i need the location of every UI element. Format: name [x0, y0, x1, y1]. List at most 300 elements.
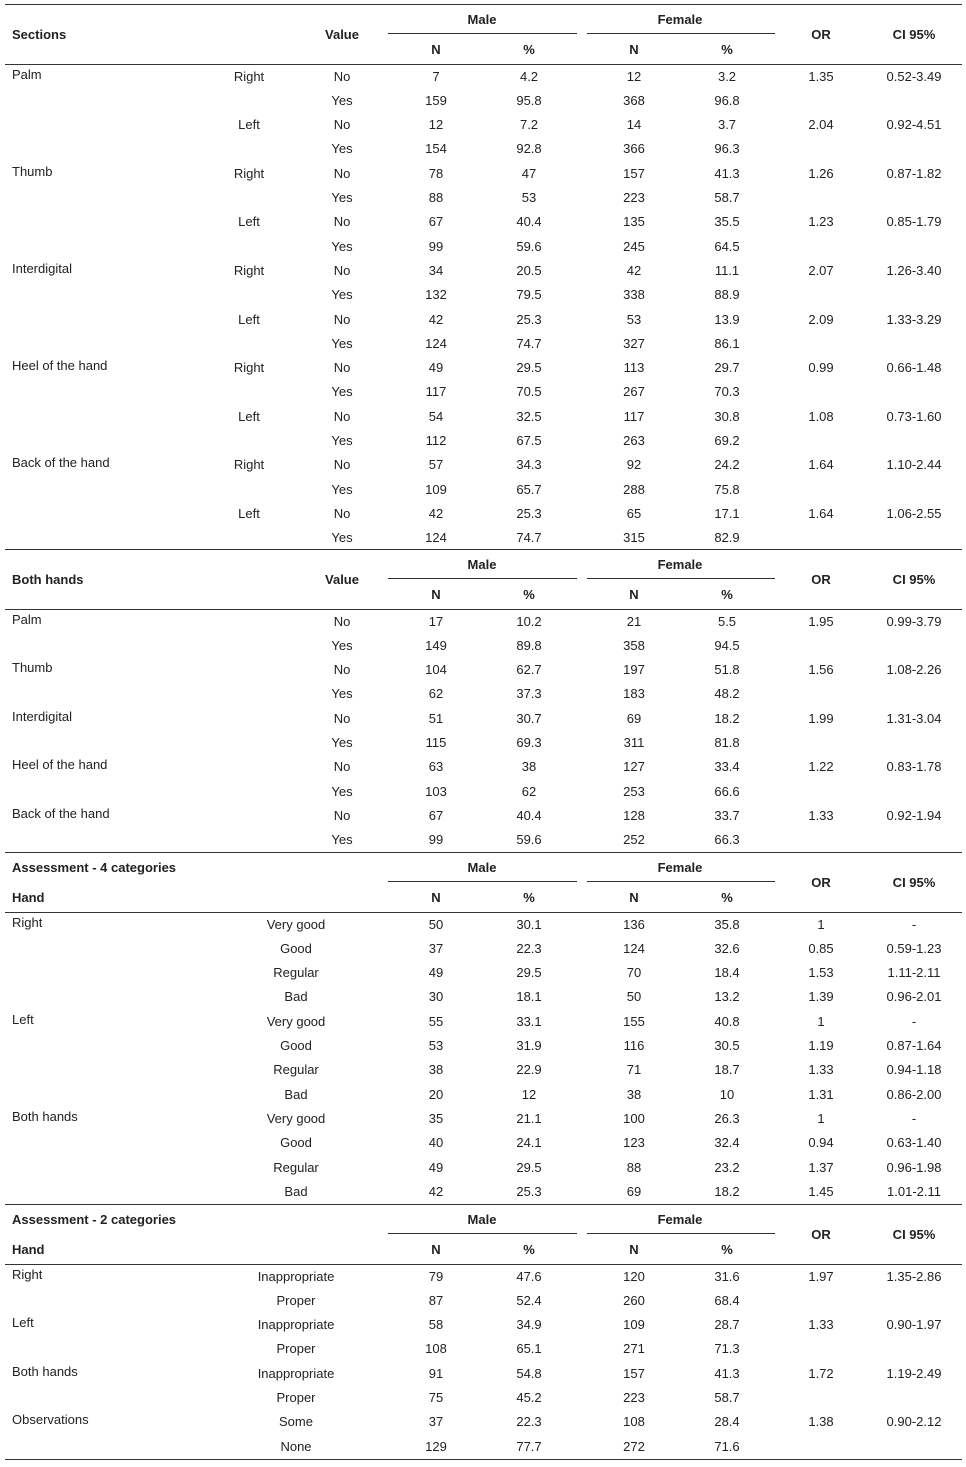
- male-pct-cell: 30.1: [516, 916, 542, 932]
- male-pct-cell: 29.5: [516, 965, 542, 981]
- female-n-cell: 88: [626, 1159, 642, 1175]
- or-cell: 1.22: [808, 759, 834, 775]
- side-label: Right: [233, 360, 265, 376]
- header-male-n: N: [431, 890, 441, 905]
- female-pct-cell: 18.7: [714, 1062, 740, 1078]
- ci-cell: 0.90-2.12: [886, 1414, 942, 1430]
- row-value: Yes: [331, 384, 353, 400]
- male-n-cell: 108: [425, 1341, 447, 1357]
- row-value: No: [333, 710, 351, 726]
- male-pct-cell: 47: [521, 165, 537, 181]
- male-pct-cell: 18.1: [516, 989, 542, 1005]
- female-n-cell: 263: [623, 433, 645, 448]
- female-n-cell: 65: [626, 505, 642, 521]
- row-value: Yes: [331, 735, 353, 750]
- male-n-cell: 54: [428, 408, 444, 424]
- male-n-cell: 35: [428, 1110, 444, 1126]
- or-cell: 1.33: [808, 807, 834, 823]
- female-n-cell: 108: [623, 1414, 645, 1430]
- female-pct-cell: 31.6: [714, 1268, 740, 1284]
- row-value: Inappropriate: [257, 1317, 335, 1333]
- ci-cell: 0.59-1.23: [886, 940, 942, 956]
- female-pct-cell: 94.5: [714, 637, 740, 653]
- female-n-cell: 14: [626, 117, 642, 133]
- ci-cell: -: [911, 1110, 917, 1126]
- male-n-cell: 78: [428, 165, 444, 181]
- female-n-cell: 315: [623, 530, 645, 546]
- group-label: Thumb: [12, 660, 53, 676]
- side-label: Left: [238, 408, 260, 424]
- male-n-cell: 149: [425, 637, 447, 653]
- or-cell: 0.99: [808, 360, 834, 376]
- or-cell: 2.04: [808, 117, 834, 133]
- male-pct-cell: 89.8: [516, 637, 542, 653]
- female-n-cell: 338: [623, 287, 645, 303]
- female-pct-cell: 88.9: [714, 287, 740, 303]
- header-ci: CI 95%: [892, 572, 936, 587]
- or-cell: 0.85: [808, 940, 834, 956]
- group-label: Interdigital: [12, 708, 72, 724]
- female-n-cell: 260: [623, 1292, 645, 1308]
- male-pct-cell: 37.3: [516, 686, 542, 702]
- or-cell: 2.09: [808, 311, 834, 327]
- female-n-cell: 113: [623, 360, 645, 376]
- female-n-cell: 116: [623, 1038, 645, 1053]
- group-label: Left: [12, 1011, 34, 1027]
- female-n-cell: 253: [623, 783, 645, 799]
- male-pct-cell: 74.7: [516, 530, 542, 546]
- or-cell: 1.97: [808, 1268, 834, 1284]
- female-n-cell: 42: [626, 262, 642, 278]
- or-cell: 1.23: [808, 214, 834, 230]
- ci-cell: 0.86-2.00: [886, 1086, 942, 1102]
- ci-cell: 0.66-1.48: [886, 360, 942, 376]
- female-pct-cell: 3.7: [717, 117, 737, 133]
- female-n-cell: 327: [623, 335, 645, 351]
- female-pct-cell: 24.2: [714, 457, 740, 473]
- female-n-cell: 100: [623, 1110, 645, 1126]
- row-value: Proper: [276, 1390, 316, 1405]
- or-cell: 1.64: [808, 457, 834, 473]
- male-pct-cell: 29.5: [516, 360, 542, 376]
- ci-cell: 0.52-3.49: [886, 68, 942, 84]
- female-n-cell: 21: [626, 613, 642, 629]
- female-pct-cell: 58.7: [714, 190, 740, 205]
- row-value: Yes: [331, 783, 353, 799]
- male-pct-cell: 54.8: [516, 1365, 542, 1381]
- ci-cell: -: [911, 916, 917, 932]
- male-n-cell: 159: [425, 92, 447, 108]
- header-or: OR: [811, 1227, 831, 1242]
- ci-cell: 1.08-2.26: [886, 662, 942, 678]
- male-n-cell: 37: [428, 940, 444, 956]
- female-pct-cell: 96.3: [714, 141, 740, 157]
- female-n-cell: 38: [626, 1086, 642, 1102]
- ci-cell: 0.83-1.78: [886, 759, 942, 775]
- or-cell: 1.39: [808, 989, 834, 1005]
- row-value: Yes: [331, 238, 353, 254]
- row-value: No: [333, 457, 351, 473]
- group-label: Interdigital: [12, 260, 72, 276]
- male-n-cell: 88: [428, 190, 444, 205]
- group-label: Back of the hand: [12, 455, 110, 471]
- female-n-cell: 272: [623, 1438, 645, 1454]
- female-n-cell: 358: [623, 637, 645, 653]
- row-value: Yes: [331, 287, 353, 303]
- male-n-cell: 117: [425, 384, 447, 400]
- female-n-cell: 120: [623, 1268, 645, 1284]
- or-cell: 1.95: [808, 613, 834, 629]
- header-female-n: N: [629, 42, 639, 57]
- ci-cell: 0.96-1.98: [886, 1159, 942, 1175]
- header-female: Female: [657, 557, 703, 572]
- male-n-cell: 42: [428, 1183, 444, 1199]
- header-ci: CI 95%: [892, 27, 936, 42]
- female-pct-cell: 23.2: [714, 1159, 740, 1175]
- table-bottom-rule: [5, 1459, 962, 1460]
- header-female-n: N: [629, 890, 639, 905]
- male-n-cell: 20: [428, 1086, 444, 1102]
- male-n-cell: 51: [428, 710, 444, 726]
- row-value: No: [333, 759, 351, 775]
- male-n-cell: 30: [428, 989, 444, 1005]
- female-n-cell: 267: [623, 384, 645, 400]
- female-pct-cell: 33.4: [714, 759, 740, 775]
- row-value: Good: [280, 1038, 312, 1053]
- male-pct-cell: 7.2: [519, 117, 539, 133]
- female-pct-cell: 13.9: [714, 311, 740, 327]
- female-pct-cell: 18.4: [714, 965, 740, 981]
- header-hand: Hand: [12, 890, 45, 905]
- header-ci: CI 95%: [892, 1227, 936, 1242]
- header-male: Male: [467, 557, 497, 572]
- male-n-cell: 91: [428, 1365, 444, 1381]
- female-group-rule: [587, 578, 775, 579]
- group-label: Right: [12, 914, 43, 930]
- female-n-cell: 223: [623, 1390, 645, 1405]
- male-n-cell: 42: [428, 311, 444, 327]
- male-n-cell: 53: [428, 1038, 444, 1053]
- female-pct-cell: 17.1: [714, 505, 740, 521]
- row-value: No: [333, 214, 351, 230]
- male-pct-cell: 24.1: [516, 1135, 542, 1151]
- female-pct-cell: 70.3: [714, 384, 740, 400]
- ci-cell: 1.31-3.04: [886, 710, 942, 726]
- row-value: None: [280, 1438, 312, 1454]
- male-pct-cell: 22.3: [516, 940, 542, 956]
- row-value: Very good: [266, 1110, 326, 1126]
- header-or: OR: [811, 27, 831, 42]
- male-n-cell: 154: [425, 141, 447, 157]
- ci-cell: 1.11-2.11: [887, 965, 941, 981]
- female-pct-cell: 33.7: [714, 807, 740, 823]
- male-pct-cell: 10.2: [516, 613, 542, 629]
- row-value: Yes: [331, 190, 353, 205]
- male-pct-cell: 77.7: [516, 1438, 542, 1454]
- row-value: Regular: [273, 965, 319, 981]
- header-female-pct: %: [721, 42, 733, 57]
- male-pct-cell: 22.9: [516, 1062, 542, 1078]
- row-value: No: [333, 262, 351, 278]
- or-cell: 1: [817, 1110, 825, 1126]
- male-pct-cell: 62.7: [516, 662, 542, 678]
- female-n-cell: 183: [623, 686, 645, 702]
- table-assessment: [5, 1204, 962, 1460]
- ci-cell: 0.92-1.94: [886, 807, 942, 823]
- male-pct-cell: 22.3: [516, 1414, 542, 1430]
- or-cell: 1: [817, 1013, 825, 1029]
- female-n-cell: 311: [623, 735, 645, 750]
- header-male-pct: %: [523, 1242, 535, 1257]
- male-n-cell: 104: [425, 662, 447, 678]
- male-pct-cell: 25.3: [516, 311, 542, 327]
- row-value: No: [333, 68, 351, 84]
- header-male-n: N: [431, 1242, 441, 1257]
- male-n-cell: 37: [428, 1414, 444, 1430]
- header-male-pct: %: [523, 890, 535, 905]
- female-pct-cell: 64.5: [714, 238, 740, 254]
- or-cell: 1.53: [808, 965, 834, 981]
- male-pct-cell: 29.5: [516, 1159, 542, 1175]
- male-n-cell: 75: [428, 1390, 444, 1405]
- female-pct-cell: 18.2: [714, 710, 740, 726]
- female-n-cell: 157: [623, 165, 645, 181]
- row-value: No: [333, 311, 351, 327]
- female-n-cell: 53: [626, 311, 642, 327]
- male-group-rule: [388, 33, 577, 34]
- male-pct-cell: 20.5: [516, 262, 542, 278]
- male-pct-cell: 34.9: [516, 1317, 542, 1333]
- female-n-cell: 135: [623, 214, 645, 230]
- female-group-rule: [587, 33, 775, 34]
- group-label: Both hands: [12, 1363, 78, 1379]
- header-male: Male: [467, 12, 497, 27]
- side-label: Left: [238, 311, 260, 327]
- header-or: OR: [811, 572, 831, 587]
- female-pct-cell: 75.8: [714, 481, 740, 497]
- header-male: Male: [467, 1212, 497, 1227]
- female-pct-cell: 51.8: [714, 662, 740, 678]
- row-value: Proper: [276, 1292, 316, 1308]
- group-label: Right: [12, 1266, 43, 1282]
- female-n-cell: 109: [623, 1317, 645, 1333]
- female-n-cell: 288: [623, 481, 645, 497]
- row-value: Inappropriate: [257, 1365, 335, 1381]
- header-female-pct: %: [721, 890, 733, 905]
- group-label: Heel of the hand: [12, 358, 108, 374]
- row-value: No: [333, 807, 351, 823]
- header-rule: [5, 609, 962, 610]
- or-cell: 1.56: [808, 662, 834, 678]
- female-pct-cell: 32.6: [714, 940, 740, 956]
- row-value: Inappropriate: [257, 1268, 335, 1284]
- ci-cell: 1.06-2.55: [886, 505, 942, 521]
- male-pct-cell: 69.3: [516, 735, 542, 750]
- row-value: Very good: [266, 916, 326, 932]
- row-value: No: [333, 505, 351, 521]
- male-n-cell: 55: [428, 1013, 444, 1029]
- female-n-cell: 245: [623, 238, 645, 254]
- header-rule: [5, 1264, 962, 1265]
- male-n-cell: 7: [432, 68, 440, 84]
- female-n-cell: 155: [623, 1013, 645, 1029]
- male-pct-cell: 32.5: [516, 408, 542, 424]
- or-cell: 2.07: [808, 262, 834, 278]
- header-female-n: N: [629, 587, 639, 602]
- male-n-cell: 42: [428, 505, 444, 521]
- male-pct-cell: 65.7: [516, 481, 542, 497]
- male-n-cell: 115: [425, 735, 447, 750]
- male-group-rule: [388, 1233, 577, 1234]
- female-pct-cell: 86.1: [714, 335, 740, 351]
- row-value: Very good: [266, 1013, 326, 1029]
- ci-cell: 1.10-2.44: [886, 457, 942, 473]
- female-pct-cell: 71.6: [714, 1438, 740, 1454]
- male-n-cell: 112: [425, 433, 447, 448]
- ci-cell: 0.92-4.51: [886, 117, 942, 133]
- male-pct-cell: 12: [521, 1086, 537, 1102]
- row-value: No: [333, 165, 351, 181]
- or-cell: 0.94: [808, 1135, 834, 1151]
- female-pct-cell: 10: [719, 1086, 735, 1102]
- male-group-rule: [388, 578, 577, 579]
- female-n-cell: 136: [623, 916, 645, 932]
- or-cell: 1.37: [808, 1159, 834, 1175]
- group-label: Palm: [12, 66, 42, 82]
- male-pct-cell: 62: [521, 783, 537, 799]
- or-cell: 1: [817, 916, 825, 932]
- table-both: [5, 549, 962, 852]
- or-cell: 1.33: [808, 1062, 834, 1078]
- male-pct-cell: 30.7: [516, 710, 542, 726]
- female-n-cell: 117: [623, 408, 645, 424]
- female-pct-cell: 32.4: [714, 1135, 740, 1151]
- ci-cell: 1.33-3.29: [886, 311, 942, 327]
- or-cell: 1.64: [808, 505, 834, 521]
- ci-cell: 1.01-2.11: [887, 1183, 941, 1199]
- row-value: Yes: [331, 686, 353, 702]
- row-value: Yes: [331, 335, 353, 351]
- female-pct-cell: 11.1: [714, 262, 740, 278]
- header-first-column: Both hands: [12, 572, 84, 587]
- female-pct-cell: 40.8: [714, 1013, 740, 1029]
- female-pct-cell: 71.3: [714, 1341, 740, 1357]
- ci-cell: 0.87-1.82: [886, 165, 942, 181]
- female-n-cell: 223: [623, 190, 645, 205]
- female-pct-cell: 28.7: [714, 1317, 740, 1333]
- row-value: Good: [280, 1135, 312, 1151]
- header-ci: CI 95%: [892, 875, 936, 890]
- male-pct-cell: 92.8: [516, 141, 542, 157]
- side-label: Right: [233, 457, 265, 473]
- male-pct-cell: 45.2: [516, 1390, 542, 1405]
- group-label: Observations: [12, 1412, 89, 1428]
- header-male-n: N: [431, 587, 441, 602]
- male-pct-cell: 33.1: [516, 1013, 542, 1029]
- male-pct-cell: 95.8: [516, 92, 542, 108]
- female-n-cell: 366: [623, 141, 645, 157]
- male-pct-cell: 47.6: [516, 1268, 542, 1284]
- ci-cell: 0.73-1.60: [886, 408, 942, 424]
- male-pct-cell: 79.5: [516, 287, 542, 303]
- male-n-cell: 109: [425, 481, 447, 497]
- row-value: Yes: [331, 433, 353, 448]
- female-n-cell: 71: [626, 1062, 642, 1078]
- female-n-cell: 92: [626, 457, 642, 473]
- male-pct-cell: 65.1: [516, 1341, 542, 1357]
- male-pct-cell: 40.4: [516, 807, 542, 823]
- table-top-rule: [5, 1204, 962, 1205]
- male-n-cell: 67: [428, 214, 444, 230]
- group-label: Thumb: [12, 163, 53, 179]
- row-value: Proper: [276, 1341, 316, 1357]
- or-cell: 1.72: [808, 1365, 834, 1381]
- male-pct-cell: 40.4: [516, 214, 542, 230]
- header-male-pct: %: [523, 42, 535, 57]
- male-pct-cell: 74.7: [516, 335, 542, 351]
- group-label: Palm: [12, 611, 42, 627]
- female-pct-cell: 26.3: [714, 1110, 740, 1126]
- header-female-pct: %: [721, 1242, 733, 1257]
- header-female: Female: [657, 1212, 703, 1227]
- female-pct-cell: 41.3: [714, 1365, 740, 1381]
- female-pct-cell: 30.5: [714, 1038, 740, 1053]
- male-group-rule: [388, 881, 577, 882]
- ci-cell: 0.90-1.97: [886, 1317, 942, 1333]
- row-value: No: [333, 360, 351, 376]
- female-pct-cell: 35.5: [714, 214, 740, 230]
- male-n-cell: 124: [425, 530, 447, 546]
- table-title: Assessment - 4 categories: [12, 860, 177, 875]
- header-female-pct: %: [721, 587, 733, 602]
- female-group-rule: [587, 1233, 775, 1234]
- row-value: No: [333, 613, 351, 629]
- male-n-cell: 38: [428, 1062, 444, 1078]
- female-pct-cell: 96.8: [714, 92, 740, 108]
- male-n-cell: 63: [428, 759, 444, 775]
- ci-cell: 0.94-1.18: [886, 1062, 942, 1078]
- row-value: Yes: [331, 832, 353, 848]
- ci-cell: 0.63-1.40: [886, 1135, 942, 1151]
- header-value: Value: [325, 572, 359, 587]
- male-pct-cell: 4.2: [519, 68, 539, 84]
- row-value: Some: [279, 1414, 313, 1430]
- female-pct-cell: 30.8: [714, 408, 740, 424]
- male-n-cell: 67: [428, 807, 444, 823]
- male-n-cell: 87: [428, 1292, 444, 1308]
- female-n-cell: 157: [623, 1365, 645, 1381]
- male-n-cell: 49: [428, 965, 444, 981]
- male-n-cell: 132: [425, 287, 447, 303]
- side-label: Left: [238, 117, 260, 133]
- female-n-cell: 127: [623, 759, 645, 775]
- group-label: Heel of the hand: [12, 757, 108, 773]
- table-title: Assessment - 2 categories: [12, 1212, 177, 1227]
- ci-cell: 0.85-1.79: [886, 214, 942, 230]
- header-female: Female: [657, 860, 703, 875]
- or-cell: 1.45: [808, 1183, 834, 1199]
- female-n-cell: 197: [623, 662, 645, 678]
- male-n-cell: 17: [428, 613, 444, 629]
- male-n-cell: 58: [428, 1317, 444, 1333]
- male-n-cell: 62: [428, 686, 444, 702]
- male-n-cell: 103: [425, 783, 447, 799]
- male-n-cell: 50: [428, 916, 444, 932]
- male-pct-cell: 67.5: [516, 433, 542, 448]
- male-pct-cell: 25.3: [516, 505, 542, 521]
- or-cell: 1.19: [808, 1038, 834, 1053]
- table-top-rule: [5, 852, 962, 853]
